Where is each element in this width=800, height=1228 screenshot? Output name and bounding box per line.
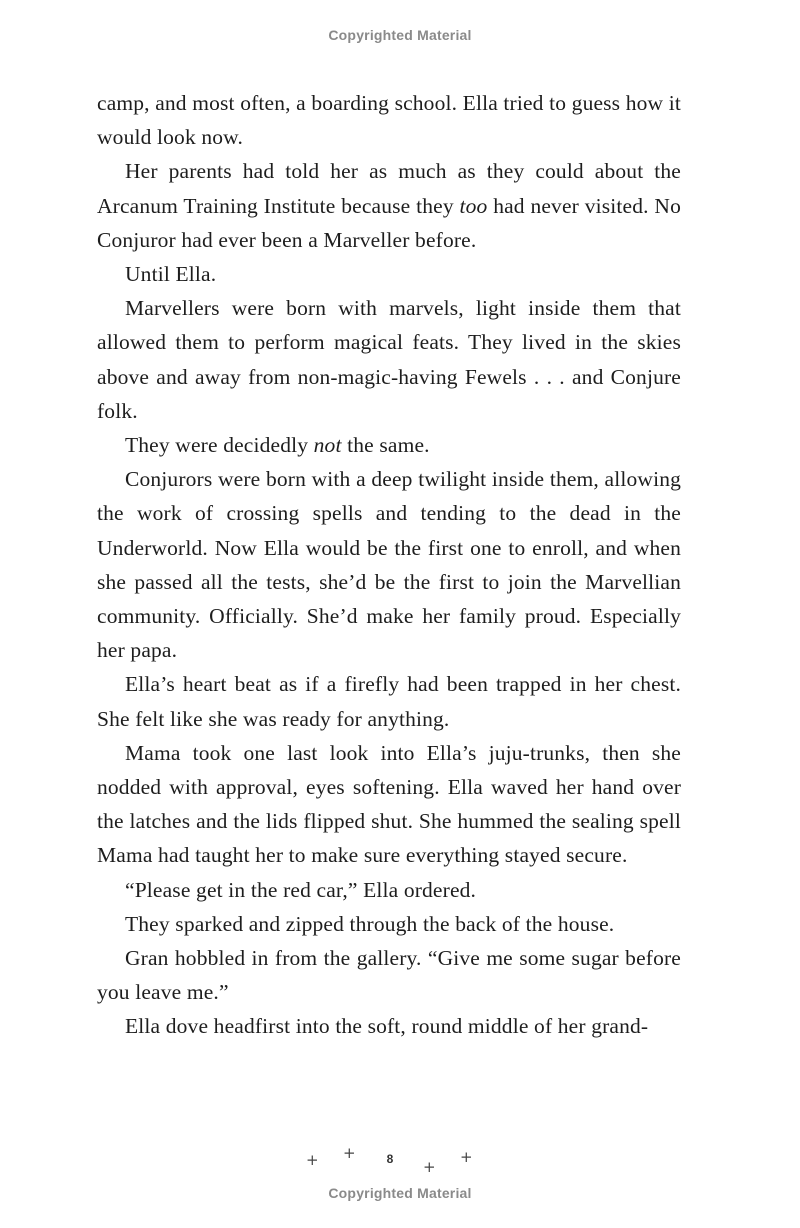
paragraph-12 bbox=[97, 1009, 681, 1043]
paragraph-5 bbox=[97, 428, 681, 462]
paragraph-text: Ella dove headfirst into the soft, round middle of her grand- bbox=[125, 1014, 649, 1039]
page-body bbox=[97, 86, 681, 1044]
page-number: 8 bbox=[386, 1152, 394, 1166]
sparkle-icon: + bbox=[343, 1144, 356, 1162]
emphasis-text: too bbox=[459, 193, 488, 218]
paragraph-text: They sparked and zipped through the back of the house. bbox=[125, 911, 615, 936]
sparkle-icon: + bbox=[423, 1158, 436, 1176]
page-footer bbox=[0, 1140, 800, 1180]
paragraph-9 bbox=[97, 873, 681, 907]
sparkle-icon: + bbox=[460, 1148, 473, 1166]
paragraph-1 bbox=[97, 86, 681, 154]
paragraph-text: camp, and most often, a boarding school. Ella tried to guess how it would look now. bbox=[97, 91, 681, 150]
paragraph-text: Gran hobbled in from the gallery. “Give me some sugar before you leave me.” bbox=[97, 946, 681, 1005]
paragraph-11 bbox=[97, 941, 681, 1009]
paragraph-text: the same. bbox=[341, 433, 430, 458]
paragraph-text: had never visited. No Conjuror had ever been a Marveller before. bbox=[97, 193, 681, 252]
paragraph-text: Until Ella. bbox=[125, 262, 217, 287]
paragraph-6 bbox=[97, 462, 681, 667]
paragraph-4 bbox=[97, 291, 681, 428]
paragraph-text: Ella’s heart beat as if a firefly had been trapped in her chest. She felt like she was ready for anything. bbox=[97, 672, 681, 731]
copyright-watermark-bottom: Copyrighted Material bbox=[328, 1185, 472, 1201]
emphasis-text: not bbox=[313, 433, 342, 458]
paragraph-text: “Please get in the red car,” Ella ordered. bbox=[125, 877, 477, 902]
paragraph-text: Conjurors were born with a deep twilight inside them, allowing the work of crossing spells and tending to the dead in the Underworld. Now Ella would be the first one to enroll, and when she passed all the tests, she’d be the first to join the Marvellian community. Officially. She’d make her family proud. Especially her papa. bbox=[97, 467, 681, 663]
paragraph-text: Mama took one last look into Ella’s juju-trunks, then she nodded with approval, eyes softening. Ella waved her hand over the latches and the lids flipped shut. She hummed the sealing spell Mama had taught her to make sure everything stayed secure. bbox=[97, 740, 681, 868]
paragraph-text: Her parents had told her as much as they could about the Arcanum Training Institute because they bbox=[97, 159, 681, 218]
paragraph-2 bbox=[97, 154, 681, 257]
paragraph-10 bbox=[97, 907, 681, 941]
paragraph-8 bbox=[97, 736, 681, 873]
paragraph-7 bbox=[97, 667, 681, 735]
paragraph-text: Marvellers were born with marvels, light inside them that allowed them to perform magical feats. They lived in the skies above and away from non-magic-having Fewels . . . and Conjure folk. bbox=[97, 296, 681, 423]
paragraph-text: They were decidedly bbox=[125, 433, 314, 458]
paragraph-3 bbox=[97, 257, 681, 291]
sparkle-icon: + bbox=[306, 1151, 319, 1169]
copyright-watermark-top: Copyrighted Material bbox=[328, 27, 472, 43]
